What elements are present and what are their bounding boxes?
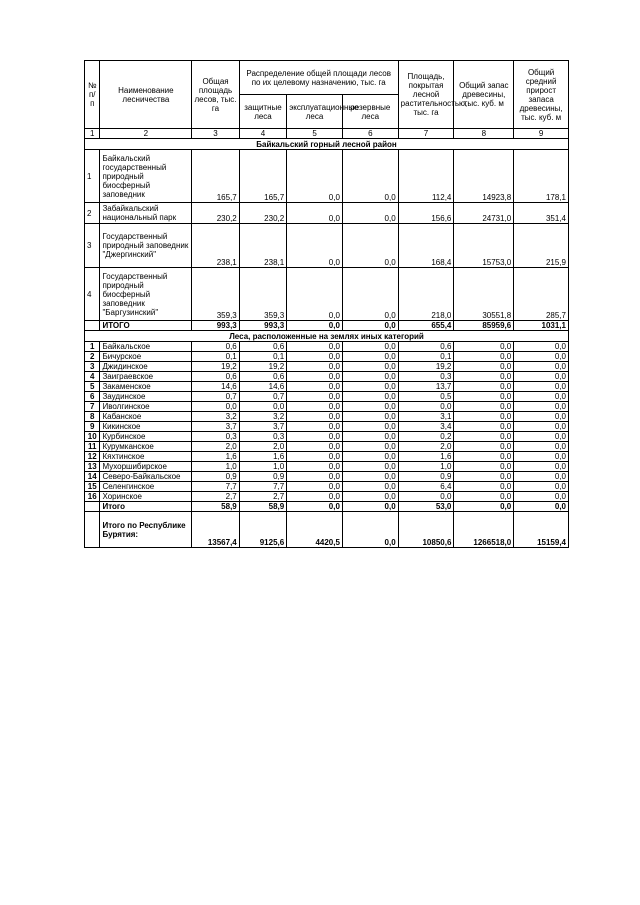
- header-growth: Общий средний прирост запаса древесины, тыс. куб. м: [514, 61, 569, 129]
- value-c7: 0,5: [398, 392, 454, 402]
- value-c9: 351,4: [514, 203, 569, 224]
- value-c3: 2,7: [192, 492, 239, 502]
- total-value-c3: 13567,4: [192, 512, 239, 548]
- value-c3: 0,1: [192, 352, 239, 362]
- forestry-name: Кикинское: [100, 422, 192, 432]
- value-c3: 0,0: [192, 402, 239, 412]
- column-number: 4: [239, 129, 286, 139]
- value-c3: 0,6: [192, 372, 239, 382]
- value-c9: 0,0: [514, 382, 569, 392]
- total-value-c3: 58,9: [192, 502, 239, 512]
- row-number: 3: [85, 362, 100, 372]
- value-c5: 0,0: [287, 224, 343, 268]
- total-value-c7: 10850,6: [398, 512, 454, 548]
- value-c7: 0,0: [398, 402, 454, 412]
- row-number: 7: [85, 402, 100, 412]
- total-empty: [85, 502, 100, 512]
- value-c6: 0,0: [342, 268, 398, 321]
- total-value-c6: 0,0: [342, 502, 398, 512]
- row-number: 4: [85, 268, 100, 321]
- value-c5: 0,0: [287, 462, 343, 472]
- value-c8: 15753,0: [454, 224, 514, 268]
- value-c4: 1,0: [239, 462, 286, 472]
- value-c7: 3,4: [398, 422, 454, 432]
- value-c9: 178,1: [514, 150, 569, 203]
- section-title-row: [85, 331, 569, 342]
- value-c7: 0,6: [398, 342, 454, 352]
- value-c6: 0,0: [342, 462, 398, 472]
- total-value-c7: 53,0: [398, 502, 454, 512]
- value-c5: 0,0: [287, 452, 343, 462]
- row-number: 9: [85, 422, 100, 432]
- value-c3: 7,7: [192, 482, 239, 492]
- total-value-c9: 0,0: [514, 502, 569, 512]
- value-c9: 0,0: [514, 372, 569, 382]
- total-value-c7: 655,4: [398, 321, 454, 331]
- table-row: [85, 352, 569, 362]
- value-c4: 7,7: [239, 482, 286, 492]
- value-c7: 156,6: [398, 203, 454, 224]
- value-c3: 1,0: [192, 462, 239, 472]
- value-c6: 0,0: [342, 442, 398, 452]
- section-title: Леса, расположенные на землях иных категорий: [85, 331, 569, 342]
- table-row: [85, 432, 569, 442]
- value-c4: 165,7: [239, 150, 286, 203]
- table-row: [85, 362, 569, 372]
- value-c8: 0,0: [454, 442, 514, 452]
- total-row: [85, 321, 569, 331]
- row-number: 10: [85, 432, 100, 442]
- value-c3: 0,6: [192, 342, 239, 352]
- forestry-name: Иволгинское: [100, 402, 192, 412]
- document-page: [84, 60, 569, 548]
- row-number: 1: [85, 150, 100, 203]
- total-value-c5: 0,0: [287, 321, 343, 331]
- value-c9: 0,0: [514, 402, 569, 412]
- value-c4: 0,6: [239, 372, 286, 382]
- total-value-c6: 0,0: [342, 321, 398, 331]
- value-c8: 0,0: [454, 382, 514, 392]
- value-c6: 0,0: [342, 392, 398, 402]
- table-row: [85, 382, 569, 392]
- table-row: [85, 442, 569, 452]
- value-c6: 0,0: [342, 422, 398, 432]
- value-c3: 359,3: [192, 268, 239, 321]
- forestry-name: Забайкальский национальный парк: [100, 203, 192, 224]
- row-number: 2: [85, 203, 100, 224]
- value-c8: 0,0: [454, 492, 514, 502]
- value-c8: 30551,8: [454, 268, 514, 321]
- value-c7: 13,7: [398, 382, 454, 392]
- value-c5: 0,0: [287, 150, 343, 203]
- value-c7: 0,9: [398, 472, 454, 482]
- total-value-c9: 15159,4: [514, 512, 569, 548]
- value-c3: 19,2: [192, 362, 239, 372]
- forestry-name: Хоринское: [100, 492, 192, 502]
- value-c4: 0,0: [239, 402, 286, 412]
- value-c3: 0,3: [192, 432, 239, 442]
- value-c9: 0,0: [514, 472, 569, 482]
- row-number: 6: [85, 392, 100, 402]
- section-title-row: [85, 139, 569, 150]
- row-number: 8: [85, 412, 100, 422]
- row-number: 3: [85, 224, 100, 268]
- value-c7: 2,0: [398, 442, 454, 452]
- value-c4: 0,3: [239, 432, 286, 442]
- forestry-name: Закаменское: [100, 382, 192, 392]
- total-row: [85, 512, 569, 548]
- header-stock: Общий запас древесины, тыс. куб. м: [454, 61, 514, 129]
- row-number: 5: [85, 382, 100, 392]
- value-c9: 0,0: [514, 422, 569, 432]
- row-number: 13: [85, 462, 100, 472]
- value-c3: 1,6: [192, 452, 239, 462]
- value-c8: 0,0: [454, 362, 514, 372]
- value-c3: 2,0: [192, 442, 239, 452]
- total-empty: [85, 512, 100, 548]
- table-row: [85, 268, 569, 321]
- column-number: 7: [398, 129, 454, 139]
- header-distribution: Распределение общей площади лесов по их целевому назначению, тыс. га: [239, 61, 398, 95]
- value-c8: 0,0: [454, 482, 514, 492]
- forestry-name: Кяхтинское: [100, 452, 192, 462]
- value-c4: 3,7: [239, 422, 286, 432]
- total-value-c8: 1266518,0: [454, 512, 514, 548]
- value-c7: 0,1: [398, 352, 454, 362]
- column-number: 6: [342, 129, 398, 139]
- header-exploitation: эксплуатационные леса: [287, 95, 343, 129]
- value-c3: 0,9: [192, 472, 239, 482]
- value-c7: 1,6: [398, 452, 454, 462]
- value-c6: 0,0: [342, 452, 398, 462]
- value-c3: 165,7: [192, 150, 239, 203]
- value-c6: 0,0: [342, 342, 398, 352]
- row-number: 14: [85, 472, 100, 482]
- total-value-c8: 85959,6: [454, 321, 514, 331]
- forestry-name: Кабанское: [100, 412, 192, 422]
- value-c3: 0,7: [192, 392, 239, 402]
- total-value-c9: 1031,1: [514, 321, 569, 331]
- value-c9: 215,9: [514, 224, 569, 268]
- column-number: 3: [192, 129, 239, 139]
- value-c8: 0,0: [454, 352, 514, 362]
- value-c7: 19,2: [398, 362, 454, 372]
- value-c4: 359,3: [239, 268, 286, 321]
- forestry-name: Селенгинское: [100, 482, 192, 492]
- value-c4: 0,6: [239, 342, 286, 352]
- value-c7: 168,4: [398, 224, 454, 268]
- table-row: [85, 492, 569, 502]
- value-c4: 238,1: [239, 224, 286, 268]
- value-c6: 0,0: [342, 372, 398, 382]
- table-row: [85, 342, 569, 352]
- value-c9: 285,7: [514, 268, 569, 321]
- total-value-c3: 993,3: [192, 321, 239, 331]
- row-number: 15: [85, 482, 100, 492]
- value-c7: 0,3: [398, 372, 454, 382]
- total-value-c8: 0,0: [454, 502, 514, 512]
- forestry-name: Байкальское: [100, 342, 192, 352]
- value-c5: 0,0: [287, 402, 343, 412]
- value-c6: 0,0: [342, 382, 398, 392]
- header-num: № п/п: [85, 61, 100, 129]
- total-label: Итого по Республике Бурятия:: [100, 512, 192, 548]
- table-row: [85, 402, 569, 412]
- value-c4: 0,9: [239, 472, 286, 482]
- value-c6: 0,0: [342, 402, 398, 412]
- value-c5: 0,0: [287, 342, 343, 352]
- header-protective: защитные леса: [239, 95, 286, 129]
- value-c7: 3,1: [398, 412, 454, 422]
- header-name: Наименование лесничества: [100, 61, 192, 129]
- forestry-name: Заиграевское: [100, 372, 192, 382]
- value-c6: 0,0: [342, 472, 398, 482]
- header-total-area: Общая площадь лесов, тыс. га: [192, 61, 239, 129]
- value-c5: 0,0: [287, 412, 343, 422]
- value-c9: 0,0: [514, 492, 569, 502]
- value-c3: 238,1: [192, 224, 239, 268]
- row-number: 11: [85, 442, 100, 452]
- value-c8: 0,0: [454, 372, 514, 382]
- value-c4: 2,0: [239, 442, 286, 452]
- column-number-row: [85, 129, 569, 139]
- value-c9: 0,0: [514, 352, 569, 362]
- row-number: 16: [85, 492, 100, 502]
- forestry-name: Заудинское: [100, 392, 192, 402]
- column-number: 8: [454, 129, 514, 139]
- value-c4: 0,7: [239, 392, 286, 402]
- column-number: 5: [287, 129, 343, 139]
- value-c9: 0,0: [514, 462, 569, 472]
- value-c6: 0,0: [342, 432, 398, 442]
- table-row: [85, 462, 569, 472]
- total-value-c6: 0,0: [342, 512, 398, 548]
- row-number: 1: [85, 342, 100, 352]
- table-row: [85, 392, 569, 402]
- value-c5: 0,0: [287, 482, 343, 492]
- value-c6: 0,0: [342, 150, 398, 203]
- value-c6: 0,0: [342, 224, 398, 268]
- table-row: [85, 412, 569, 422]
- value-c5: 0,0: [287, 203, 343, 224]
- value-c7: 0,2: [398, 432, 454, 442]
- forestry-name: Государственный природный биосферный заповедник "Баргузинский": [100, 268, 192, 321]
- value-c8: 0,0: [454, 472, 514, 482]
- value-c5: 0,0: [287, 392, 343, 402]
- value-c5: 0,0: [287, 362, 343, 372]
- forestry-name: Курбинское: [100, 432, 192, 442]
- value-c9: 0,0: [514, 412, 569, 422]
- total-row: [85, 502, 569, 512]
- table-row: [85, 422, 569, 432]
- value-c4: 230,2: [239, 203, 286, 224]
- forestry-name: Бичурское: [100, 352, 192, 362]
- value-c6: 0,0: [342, 362, 398, 372]
- value-c9: 0,0: [514, 482, 569, 492]
- forestry-name: Джидинское: [100, 362, 192, 372]
- value-c9: 0,0: [514, 432, 569, 442]
- value-c5: 0,0: [287, 492, 343, 502]
- value-c6: 0,0: [342, 482, 398, 492]
- value-c4: 14,6: [239, 382, 286, 392]
- value-c6: 0,0: [342, 203, 398, 224]
- value-c7: 6,4: [398, 482, 454, 492]
- value-c9: 0,0: [514, 392, 569, 402]
- value-c5: 0,0: [287, 472, 343, 482]
- table-row: [85, 482, 569, 492]
- table-body: [85, 129, 569, 548]
- column-number: 9: [514, 129, 569, 139]
- value-c7: 0,0: [398, 492, 454, 502]
- value-c9: 0,0: [514, 342, 569, 352]
- value-c8: 0,0: [454, 452, 514, 462]
- value-c3: 3,7: [192, 422, 239, 432]
- table-row: [85, 224, 569, 268]
- value-c8: 24731,0: [454, 203, 514, 224]
- column-number: 1: [85, 129, 100, 139]
- value-c8: 0,0: [454, 412, 514, 422]
- table-row: [85, 203, 569, 224]
- value-c4: 2,7: [239, 492, 286, 502]
- value-c9: 0,0: [514, 442, 569, 452]
- value-c5: 0,0: [287, 372, 343, 382]
- value-c8: 0,0: [454, 342, 514, 352]
- forestry-name: Курумканское: [100, 442, 192, 452]
- value-c4: 1,6: [239, 452, 286, 462]
- value-c7: 218,0: [398, 268, 454, 321]
- row-number: 12: [85, 452, 100, 462]
- forestry-name: Байкальский государственный природный биосферный заповедник: [100, 150, 192, 203]
- header-reserve: резервные леса: [342, 95, 398, 129]
- header-covered: Площадь, покрытая лесной растительностью, тыс. га: [398, 61, 454, 129]
- value-c7: 112,4: [398, 150, 454, 203]
- row-number: 2: [85, 352, 100, 362]
- table-row: [85, 472, 569, 482]
- value-c6: 0,0: [342, 352, 398, 362]
- value-c8: 0,0: [454, 462, 514, 472]
- table-row: [85, 150, 569, 203]
- value-c5: 0,0: [287, 432, 343, 442]
- value-c7: 1,0: [398, 462, 454, 472]
- total-label: ИТОГО: [100, 321, 192, 331]
- value-c6: 0,0: [342, 492, 398, 502]
- total-value-c5: 0,0: [287, 502, 343, 512]
- total-value-c4: 993,3: [239, 321, 286, 331]
- value-c4: 0,1: [239, 352, 286, 362]
- total-label: Итого: [100, 502, 192, 512]
- value-c5: 0,0: [287, 442, 343, 452]
- value-c5: 0,0: [287, 422, 343, 432]
- table-row: [85, 452, 569, 462]
- column-number: 2: [100, 129, 192, 139]
- value-c9: 0,0: [514, 452, 569, 462]
- forestry-name: Северо-Байкальское: [100, 472, 192, 482]
- row-number: 4: [85, 372, 100, 382]
- value-c4: 3,2: [239, 412, 286, 422]
- value-c3: 14,6: [192, 382, 239, 392]
- total-value-c4: 9125,6: [239, 512, 286, 548]
- value-c4: 19,2: [239, 362, 286, 372]
- table-row: [85, 372, 569, 382]
- value-c8: 14923,8: [454, 150, 514, 203]
- value-c5: 0,0: [287, 268, 343, 321]
- value-c5: 0,0: [287, 382, 343, 392]
- value-c8: 0,0: [454, 392, 514, 402]
- forestry-name: Мухоршибирское: [100, 462, 192, 472]
- forest-table: [84, 60, 569, 548]
- value-c8: 0,0: [454, 402, 514, 412]
- value-c6: 0,0: [342, 412, 398, 422]
- forestry-name: Государственный природный заповедник "Джергинский": [100, 224, 192, 268]
- total-empty: [85, 321, 100, 331]
- value-c8: 0,0: [454, 432, 514, 442]
- value-c8: 0,0: [454, 422, 514, 432]
- value-c5: 0,0: [287, 352, 343, 362]
- section-title: Байкальский горный лесной район: [85, 139, 569, 150]
- total-value-c5: 4420,5: [287, 512, 343, 548]
- value-c3: 230,2: [192, 203, 239, 224]
- total-value-c4: 58,9: [239, 502, 286, 512]
- value-c9: 0,0: [514, 362, 569, 372]
- value-c3: 3,2: [192, 412, 239, 422]
